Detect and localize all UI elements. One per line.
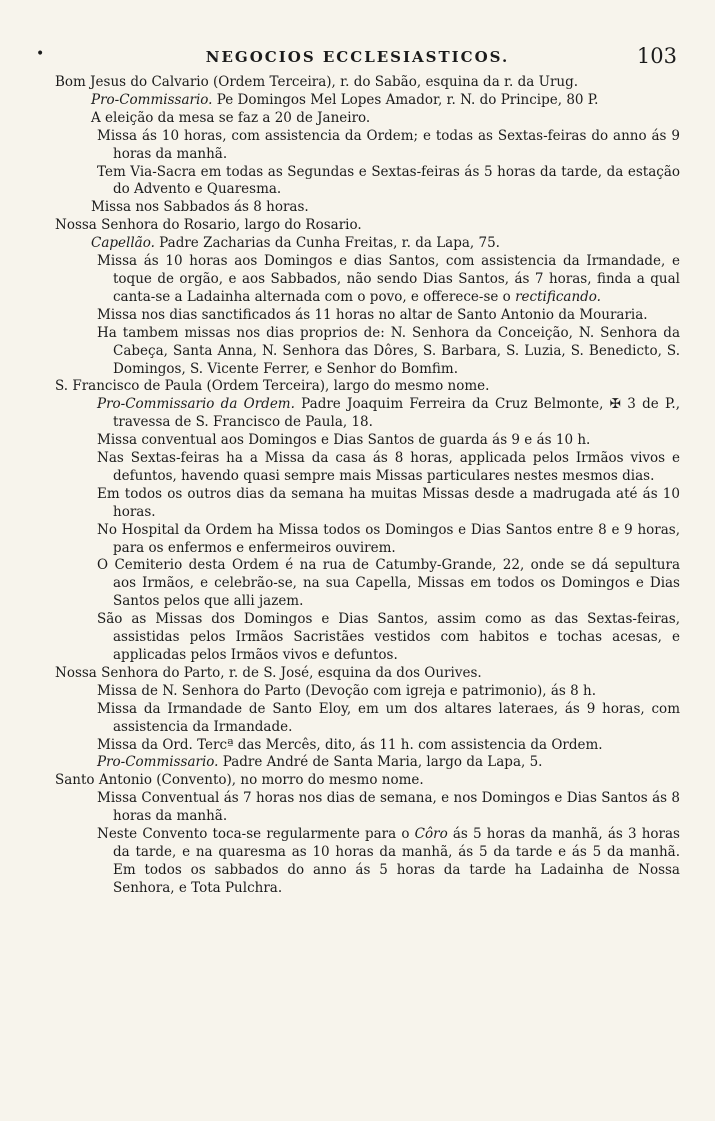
entry-line: Missa nos Sabbados ás 8 horas. xyxy=(91,199,309,216)
italic-word: rectificando. xyxy=(515,288,601,305)
entry-line: Ha tambem missas nos dias proprios de: N. Senhora da Conceição, N. Senhora da Cabeça, Santa Anna, N. Senhora das Dôres, S. Barbara, S. Luzia, S. Benedicto, S. Domingos, S. Vicente Ferrer, e Senhor do Bomfim. xyxy=(97,324,680,377)
entry-line: O Cemiterio desta Ordem é na rua de Catumby-Grande, 22, onde se dá sepultura aos Irmãos, e celebrão-se, na sua Capella, Missas em todos os Domingos e Dias Santos pelos que alli jazem. xyxy=(97,557,680,610)
header-bullet: • xyxy=(36,46,45,62)
role-label: Capellão. xyxy=(91,235,155,252)
role-label: Pro-Commissario. xyxy=(91,91,213,108)
page-number: 103 xyxy=(636,44,677,68)
entry-line-continued: ás 5 horas da manhã, ás 3 horas da tarde, e na quaresma as 10 horas da manhã, ás 5 da tarde e ás 5 da manhã. Em todos os sabbados do anno ás 5 horas da tarde ha Ladainha de Nossa Senhora, e Tota Pulchra. xyxy=(113,826,680,896)
running-title: NEGOCIOS ECCLESIASTICOS. xyxy=(205,48,510,66)
role-label: Pro-Commissario. xyxy=(97,754,219,771)
entry-line: Missa ás 10 horas aos Domingos e dias Santos, com assistencia da Irmandade, e toque de orgão, e aos Sabbados, não sendo Dias Santos, ás 7 horas, finda a qual canta-se a Ladainha alternada com o povo, e offerece-se o xyxy=(97,253,680,305)
entry-line: Em todos os outros dias da semana ha muitas Missas desde a madrugada até ás 10 horas. xyxy=(97,485,680,520)
entry-line: Missa conventual aos Domingos e Dias Santos de guarda ás 9 e ás 10 h. xyxy=(97,432,591,449)
entry-heading: Santo Antonio (Convento), no morro do mesmo nome. xyxy=(55,772,424,789)
entry-line: Missa da Ord. Tercª das Mercês, dito, ás 11 h. com assistencia da Ordem. xyxy=(97,736,603,753)
entry-heading: Nossa Senhora do Parto, r. de S. José, esquina da dos Ourives. xyxy=(55,664,482,681)
entry-heading: Nossa Senhora do Rosario, largo do Rosario. xyxy=(55,217,362,234)
entry-line: No Hospital da Ordem ha Missa todos os Domingos e Dias Santos entre 8 e 9 horas, para os enfermos e enfermeiros ouvirem. xyxy=(97,521,680,556)
entry-line: São as Missas dos Domingos e Dias Santos, assim como as das Sextas-feiras, assistidas pelos Irmãos Sacristães vestidos com habitos e tochas acesas, e applicadas pelos Irmãos vivos e defuntos. xyxy=(97,611,680,663)
entry-heading: S. Francisco de Paula (Ordem Terceira), largo do mesmo nome. xyxy=(55,378,490,395)
entry-line: Tem Via-Sacra em todas as Segundas e Sextas-feiras ás 5 horas da tarde, da estação do Advento e Quaresma. xyxy=(97,163,680,198)
entry-line: Neste Convento toca-se regularmente para o xyxy=(97,826,415,843)
role-label: Pro-Commissario da Ordem. xyxy=(97,396,295,413)
entry-line: Missa Conventual ás 7 horas nos dias de semana, e nos Domingos e Dias Santos ás 8 horas da manhã. xyxy=(97,790,680,825)
entry-line: Padre André de Santa Maria, largo da Lapa, 5. xyxy=(218,754,543,771)
entry-line: A eleição da mesa se faz a 20 de Janeiro. xyxy=(91,109,371,126)
running-header xyxy=(0,44,715,74)
entry-line: Pe Domingos Mel Lopes Amador, r. N. do Principe, 80 P. xyxy=(212,91,599,108)
document-body xyxy=(55,74,680,898)
entry-line: Padre Zacharias da Cunha Freitas, r. da Lapa, 75. xyxy=(154,235,500,252)
entry-line: Missa da Irmandade de Santo Eloy, em um dos altares lateraes, ás 9 horas, com assistencia da Irmandade. xyxy=(97,700,680,735)
entry-line: Nas Sextas-feiras ha a Missa da casa ás 8 horas, applicada pelos Irmãos vivos e defuntos, havendo quasi sempre mais Missas particulares nestes mesmos dias. xyxy=(97,450,680,484)
entry-line: Padre Joaquim Ferreira da Cruz Belmonte, ✠ 3 de P., travessa de S. Francisco de Paula, 18. xyxy=(113,396,680,431)
entry-line: Missa de N. Senhora do Parto (Devoção com igreja e patrimonio), ás 8 h. xyxy=(97,682,597,699)
italic-word: Côro xyxy=(414,826,448,843)
entry-line: Missa nos dias sanctificados ás 11 horas no altar de Santo Antonio da Mouraria. xyxy=(97,306,648,323)
entry-heading: Bom Jesus do Calvario (Ordem Terceira), r. do Sabão, esquina da r. da Urug. xyxy=(55,74,579,90)
entry-line: Missa ás 10 horas, com assistencia da Ordem; e todas as Sextas-feiras do anno ás 9 horas da manhã. xyxy=(97,127,680,162)
